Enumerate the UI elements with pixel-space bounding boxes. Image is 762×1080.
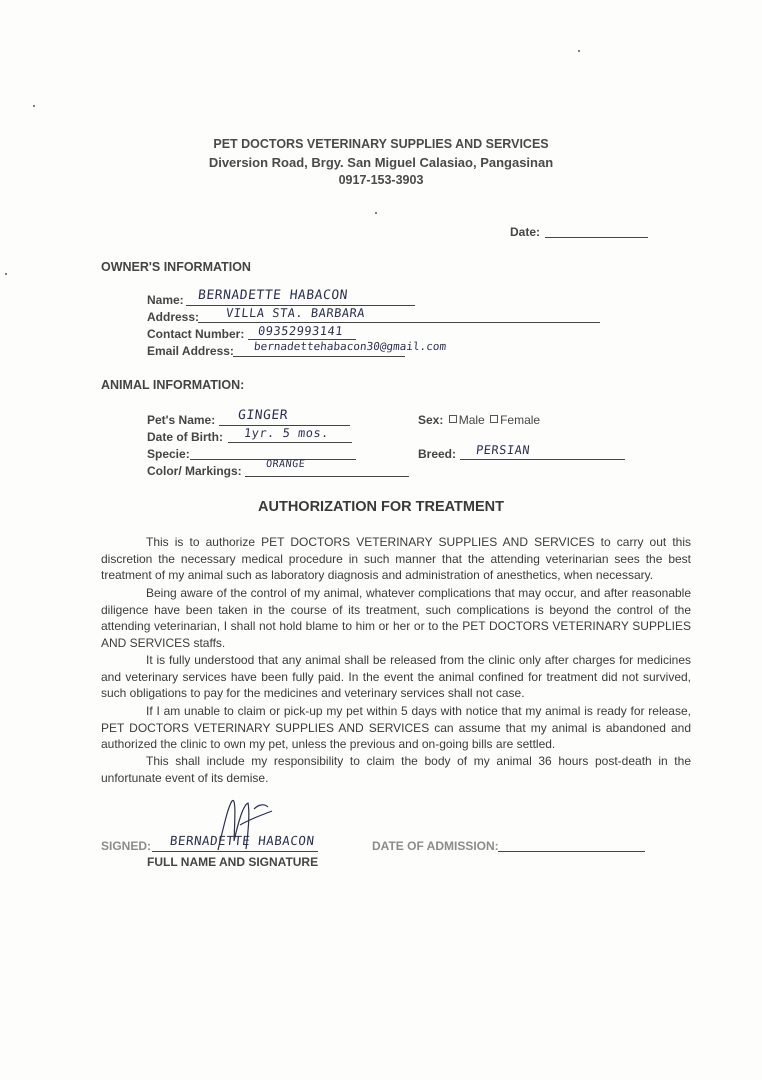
signed-value: BERNADETTE HABACON	[169, 833, 316, 848]
signed-label: SIGNED:	[101, 839, 152, 853]
dob-line	[228, 442, 352, 443]
breed-value: PERSIAN	[475, 443, 531, 457]
owner-name-label: Name:	[147, 293, 184, 307]
dob-label: Date of Birth:	[147, 430, 223, 444]
owner-email-line	[233, 356, 405, 357]
pet-name-label: Pet's Name:	[147, 413, 216, 427]
owner-contact-label: Contact Number:	[147, 327, 245, 341]
owner-name-value: BERNADETTE HABACON	[197, 288, 349, 303]
company-phone: 0917-153-3903	[338, 173, 424, 187]
sex-field	[418, 413, 540, 427]
female-option: Female	[500, 413, 541, 427]
speck	[33, 105, 35, 107]
male-option: Male	[458, 413, 485, 427]
owner-contact-value: 09352993141	[257, 324, 344, 338]
signature-caption: FULL NAME AND SIGNATURE	[147, 855, 319, 869]
auth-paragraph-3: It is fully understood that any animal shall be released from the clinic only after charges for medicines and veterinary services have been fully paid. In the event the animal confined for treatment did not survived, such obligations to pay for the medicines and veterinary services shall not case.	[101, 653, 691, 700]
sex-label: Sex:	[418, 413, 444, 427]
auth-paragraph-2: Being aware of the control of my animal, whatever complications that may occur, and after reasonable diligence have been taken in the course of its treatment, such complications is beyond the control of the attending veterinarian, I shall not hold blame to him or her or to the PET DOCTORS VETERINARY SUPPLIES AND SERVICES staffs.	[101, 586, 691, 650]
auth-paragraph-5: This shall include my responsibility to claim the body of my animal 36 hours post-death in the unfortunate event of its demise.	[101, 754, 691, 785]
owner-section-title: OWNER'S INFORMATION	[101, 260, 251, 274]
date-line	[545, 237, 648, 238]
color-line	[245, 476, 409, 477]
speck	[5, 273, 7, 275]
owner-email-value: bernadettehabacon30@gmail.com	[253, 340, 447, 353]
auth-paragraph-4: If I am unable to claim or pick-up my pet within 5 days with notice that my animal is ready for release, PET DOCTORS VETERINARY SUPPLIES AND SERVICES can assume that my animal is abandoned and authorized the clinic to own my pet, unless the previous and on-going bills are settled.	[101, 704, 691, 751]
male-checkbox[interactable]	[449, 415, 457, 423]
owner-address-label: Address:	[147, 310, 200, 324]
owner-email-label: Email Address:	[147, 344, 234, 358]
owner-address-line	[198, 322, 600, 323]
admission-line	[498, 851, 645, 852]
company-address: Diversion Road, Brgy. San Miguel Calasiao, Pangasinan	[208, 155, 554, 170]
animal-section-title: ANIMAL INFORMATION:	[101, 378, 245, 392]
date-label: Date:	[510, 225, 541, 239]
speck	[578, 50, 580, 52]
authorization-title: AUTHORIZATION FOR TREATMENT	[258, 499, 504, 515]
owner-address-value: VILLA STA. BARBARA	[225, 306, 366, 320]
auth-paragraph-1: This is to authorize PET DOCTORS VETERINARY SUPPLIES AND SERVICES to carry out this discretion the necessary medical procedure in such manner that the attending veterinarian sees the best treatment of my animal such as laboratory diagnosis and administration of anesthetics, when necessary.	[101, 535, 691, 582]
dob-value: 1yr. 5 mos.	[243, 426, 330, 440]
color-value: ORANGE	[265, 459, 306, 470]
specie-label: Specie:	[147, 447, 190, 461]
company-name: PET DOCTORS VETERINARY SUPPLIES AND SERVICES	[213, 137, 549, 151]
admission-label: DATE OF ADMISSION:	[372, 839, 499, 853]
breed-label: Breed:	[418, 447, 457, 461]
pet-name-value: GINGER	[237, 408, 289, 423]
color-label: Color/ Markings:	[147, 464, 242, 478]
speck	[375, 212, 377, 214]
breed-line	[460, 459, 625, 460]
female-checkbox[interactable]	[490, 415, 498, 423]
